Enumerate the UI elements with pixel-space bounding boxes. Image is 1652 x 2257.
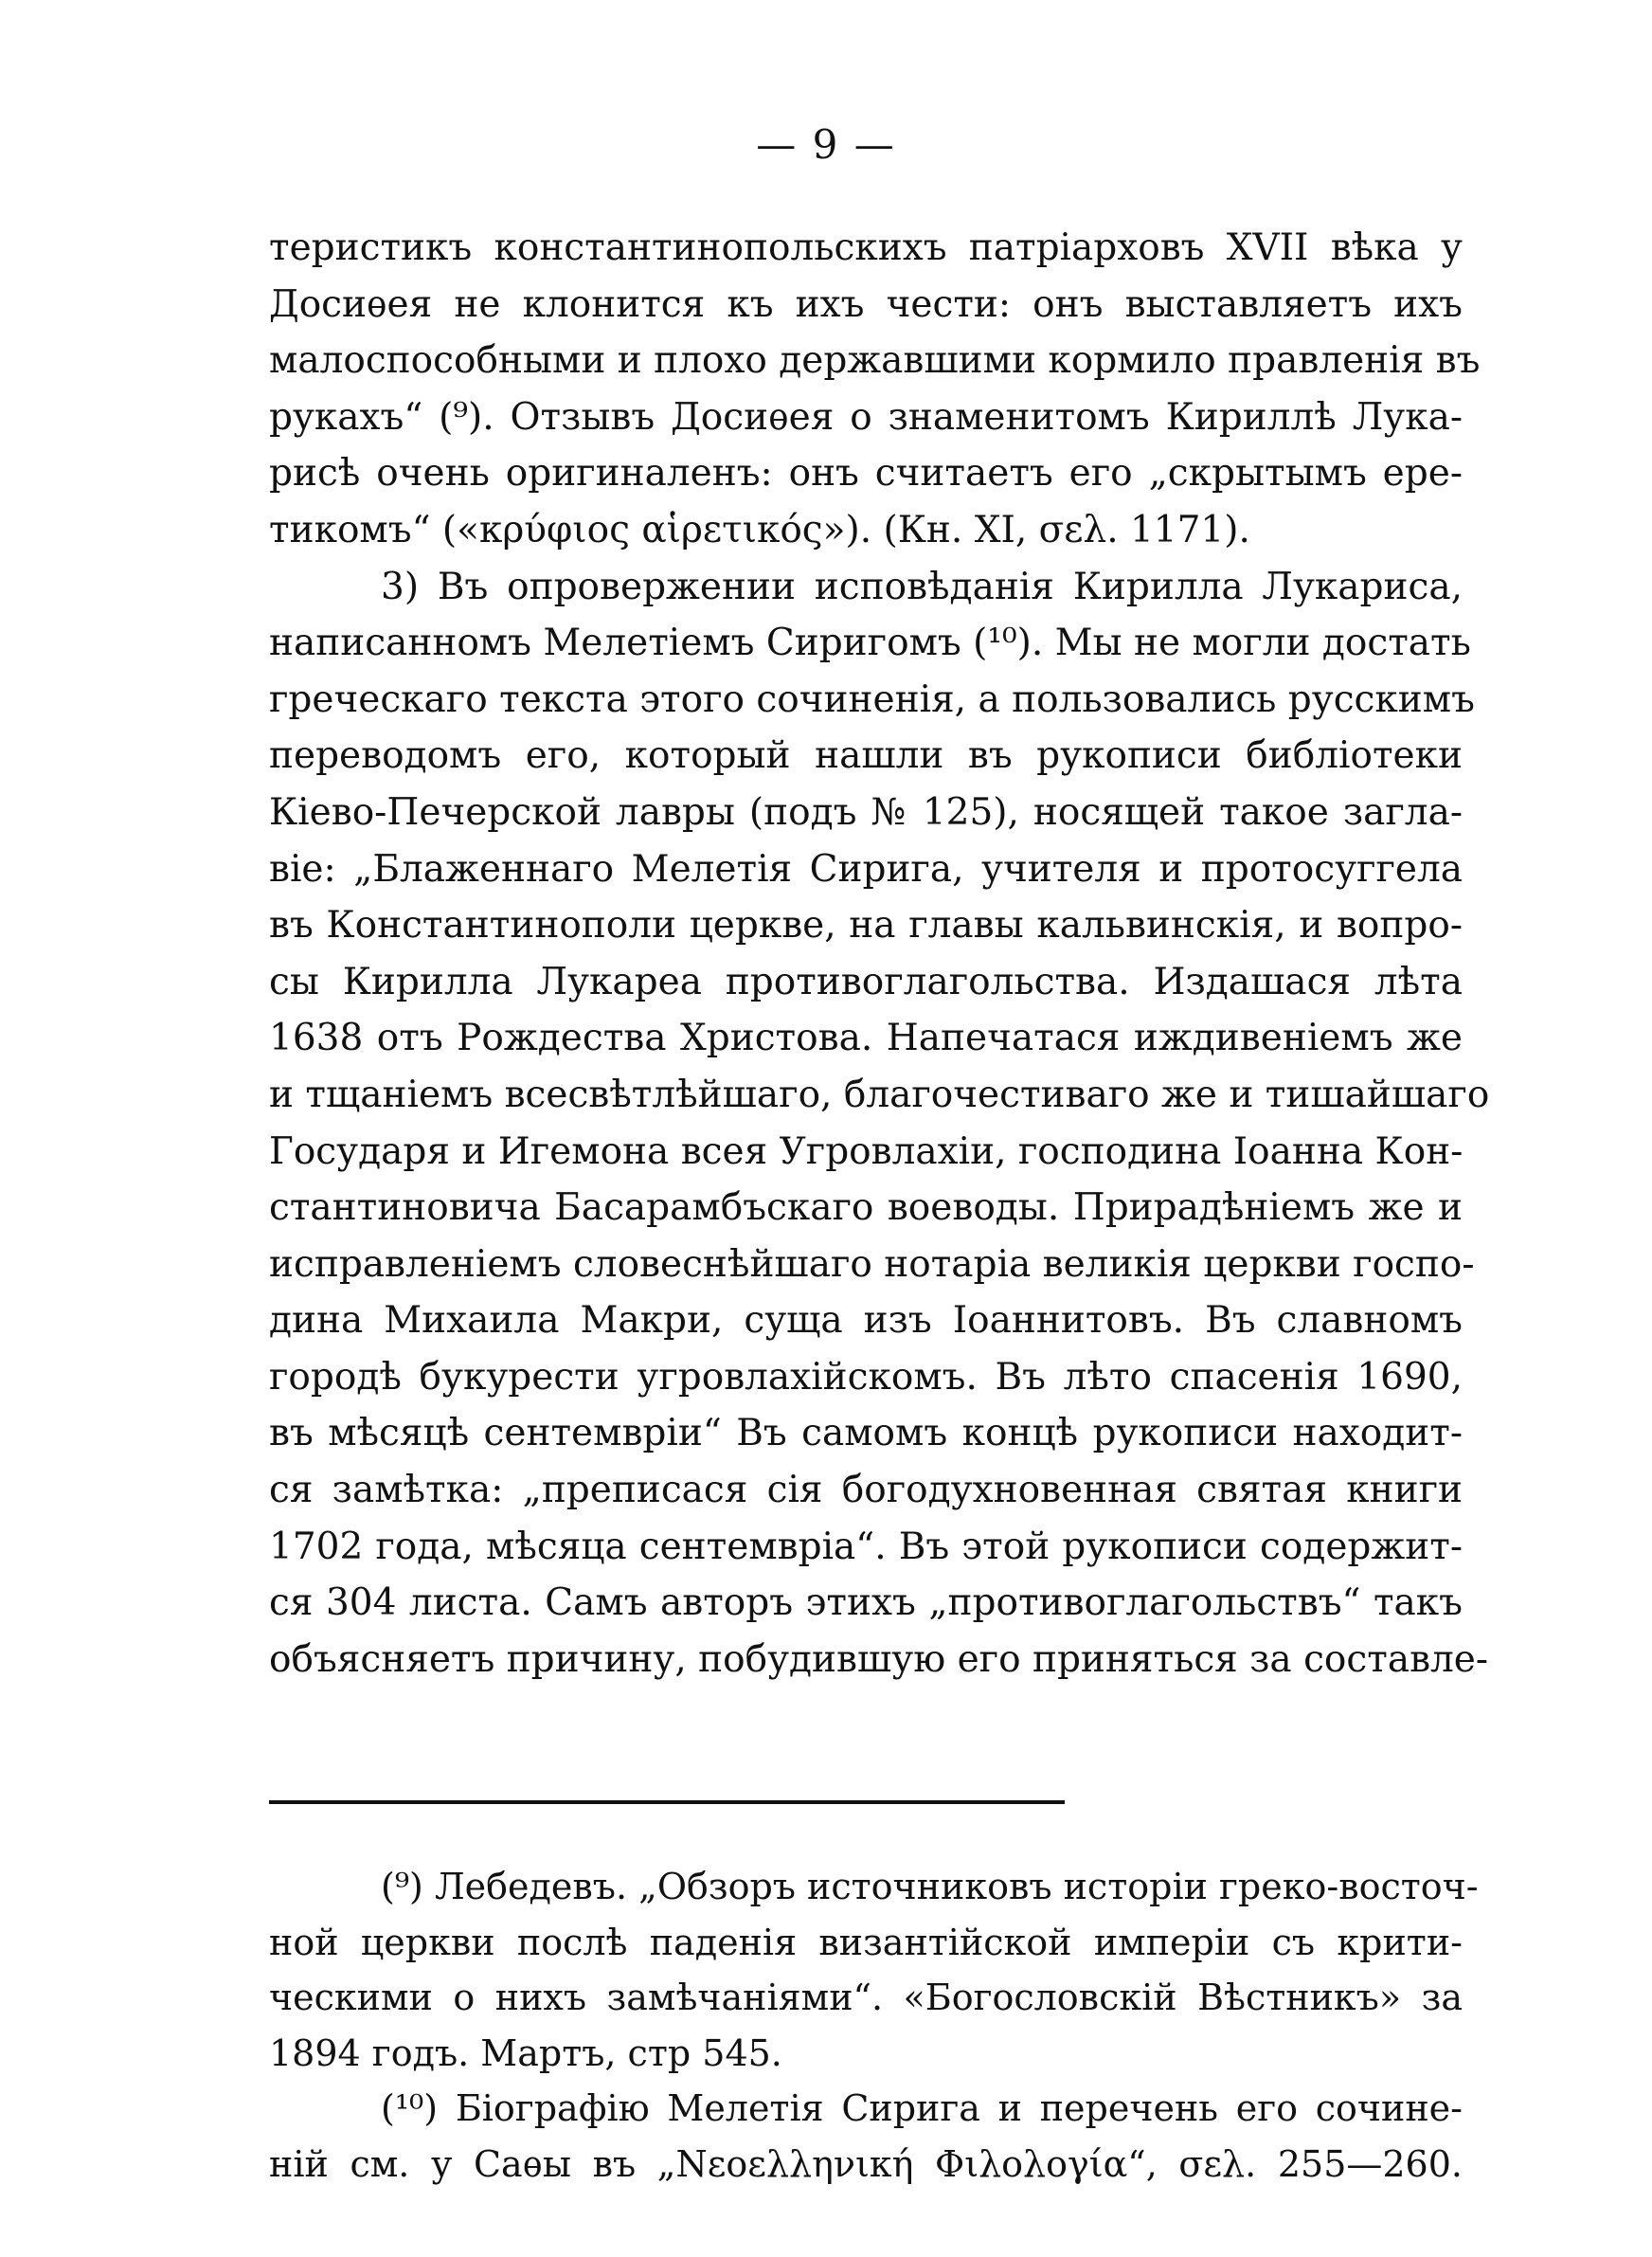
footnote-line: (⁹) Лебедевъ. „Обзоръ источниковъ исторіи греко-восточ- [381,1866,1479,1907]
text-line: переводомъ его, который нашли въ рукописи библіотеки [269,734,1463,778]
text-line: віе: „Блаженнаго Мелетія Сирига, учителя и протосуггела [269,847,1463,891]
footnote-divider [269,1800,1065,1804]
text-line: Досиѳея не клонится къ ихъ чести: онъ выставляетъ ихъ [269,282,1463,326]
text-line: рукахъ“ (⁹). Отзывъ Досиѳея о знаменитомъ Кириллѣ Лука- [269,395,1463,439]
footnote-line: (¹⁰) Біографію Мелетія Сирига и перечень его сочине- [381,2087,1463,2130]
footnote-line: ній см. у Саѳы въ „Νεοελληνική Φιλολογία“, σελ. 255—260. [269,2142,1463,2185]
text-line: тикомъ“ («κρύφιος αἱρετικός»). (Кн. XI, σελ. 1171). [269,508,1250,551]
text-line: исправленіемъ словеснѣйшаго нотаріа великія церкви госпо- [269,1242,1475,1286]
text-line: въ мѣсяцѣ сентемвріи“ Въ самомъ концѣ рукописи находит- [269,1412,1463,1455]
footnote-line: ной церкви послѣ паденія византійской имперіи съ крити- [269,1921,1463,1963]
footnote-line: ческими о нихъ замѣчаніями“. «Богословскій Вѣстникъ» за [269,1977,1463,2019]
text-line: Кіево-Печерской лавры (подъ № 125), носящей такое загла- [269,790,1463,834]
text-line: и тщаніемъ всесвѣтлѣйшаго, благочестиваго же и тишайшаго [269,1073,1490,1116]
text-line: дина Михаила Макри, суща изъ Іоаннитовъ. Въ славномъ [269,1299,1463,1343]
text-line: объясняетъ причину, побудившую его приняться за составле- [269,1637,1489,1681]
text-line: малоспособными и плохо державшими кормило правленія въ [269,339,1481,383]
text-line: стантиновича Басарамбъскаго воеводы. Прирадѣніемъ же и [269,1186,1463,1230]
footnotes [269,1859,1479,2193]
text-line: въ Константинополи церкве, на главы кальвинскія, и вопро- [269,904,1463,948]
text-line: 1702 года, мѣсяца сентемвріа“. Въ этой рукописи содержит- [269,1525,1463,1568]
text-line: городѣ букурести угровлахійскомъ. Въ лѣто спасенія 1690, [269,1355,1463,1399]
page-number: — 9 — [756,121,896,168]
text-line: ся замѣтка: „преписася сія богодухновенная святая книги [269,1469,1463,1512]
text-line: сы Кирилла Лукареа противоглагольства. Издашася лѣта [269,960,1463,1003]
text-line: 1638 отъ Рождества Христова. Напечатася иждивеніемъ же [269,1017,1463,1060]
text-line: Государя и Игемона всея Угровлахіи, господина Іоанна Кон- [269,1129,1463,1173]
text-line: рисѣ очень оригиналенъ: онъ считаетъ его „скрытымъ ере- [269,452,1463,496]
text-line: греческаго текста этого сочиненія, а пользовались русскимъ [269,677,1475,721]
footnote-line: 1894 годъ. Мартъ, стр 545. [269,2031,782,2074]
text-line: написанномъ Мелетіемъ Сиригомъ (¹⁰). Мы не могли достать [269,622,1471,665]
text-line: 3) Въ опровержении исповѣданія Кирилла Лукариса, [381,565,1463,608]
main-text [269,220,1490,1688]
text-line: ся 304 листа. Самъ авторъ этихъ „противоглагольствъ“ такъ [269,1581,1463,1625]
text-line: теристикъ константинопольскихъ патріарховъ XVII вѣка у [269,226,1463,269]
